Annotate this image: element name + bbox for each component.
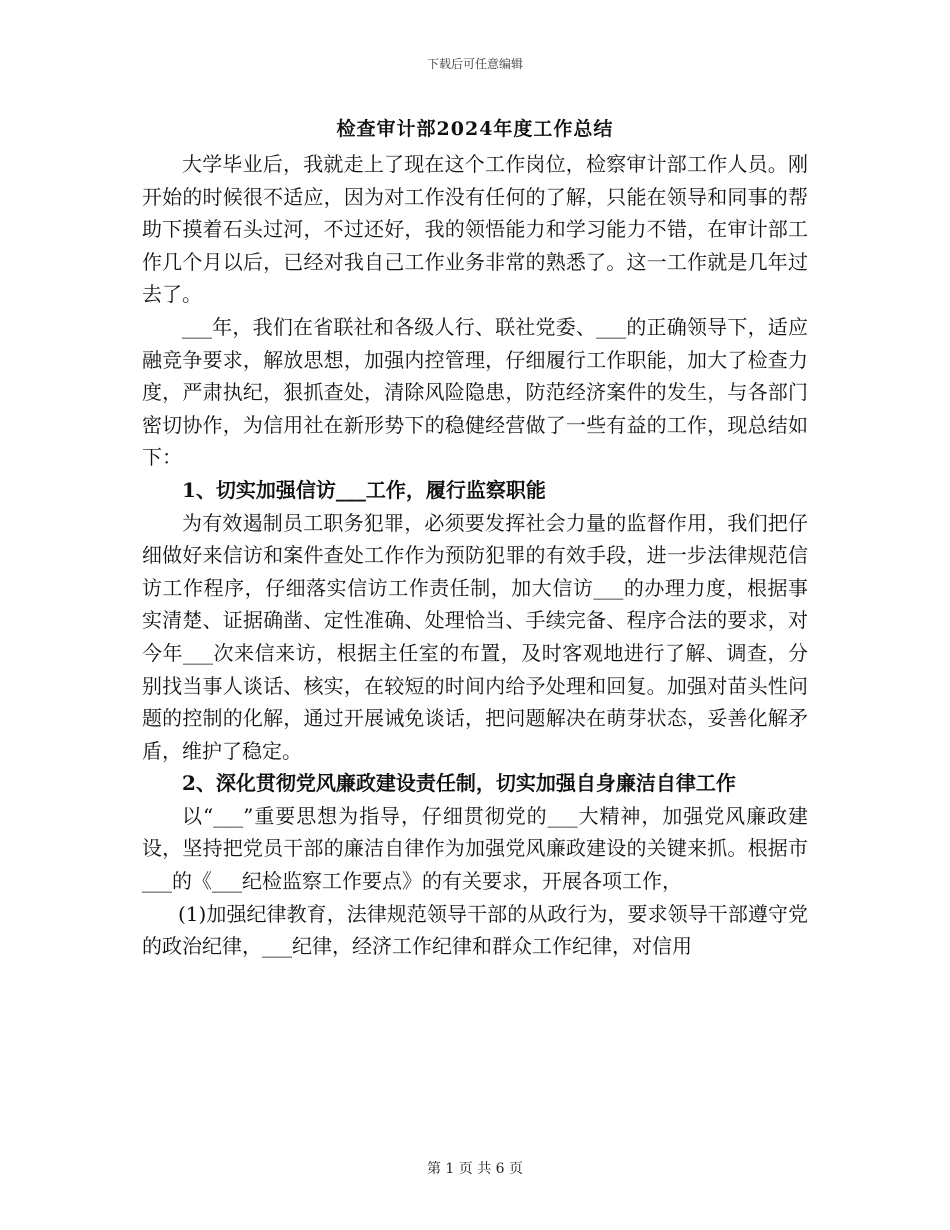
page-footer: 第 1 页 共 6 页 — [426, 1161, 524, 1177]
paragraph-section-1: 为有效遏制员工职务犯罪，必须要发挥社会力量的监督作用，我们把仔细做好来信访和案件查处工作作为预防犯罪的有效手段，进一步法律规范信访工作程序，仔细落实信访工作责任制，加大信访___的办理力度，根据事实清楚、证据确凿、定性准确、处理恰当、手续完备、程序合法的要求，对今年___次来信来访，根据主任室的布置，及时客观地进行了解、调查，分别找当事人谈话、核实，在较短的时间内给予处理和回复。加强对苗头性问题的控制的化解，通过开展诫免谈话，把问题解决在萌芽状态，妥善化解矛盾，维护了稳定。 — [142, 510, 808, 763]
header-note: 下载后可任意编辑 — [426, 57, 523, 71]
paragraph-intro: 大学毕业后，我就走上了现在这个工作岗位，检察审计部工作人员。刚开始的时候很不适应，因为对工作没有任何的了解，只能在领导和同事的帮助下摸着石头过河，不过还好，我的领悟能力和学习能力不错，在审计部工作几个月以后，已经对我自己工作业务非常的熟悉了。这一工作就是几年过去了。 — [142, 152, 808, 307]
document-body — [142, 148, 808, 963]
section-heading-2: 2、深化贯彻党风廉政建设责任制，切实加强自身廉洁自律工作 — [182, 771, 736, 796]
paragraph-item-1: (1)加强纪律教育，法律规范领导干部的从政行为，要求领导干部遵守党的政治纪律，___纪律，经济工作纪律和群众工作纪律，对信用 — [142, 901, 808, 959]
paragraph-section-2: 以“___”重要思想为指导，仔细贯彻党的___大精神，加强党风廉政建设，坚持把党员干部的廉洁自律作为加强党风廉政建设的关键来抓。根据市___的《___纪检监察工作要点》的有关要求，开展各项工作， — [142, 803, 808, 894]
document-title: 检查审计部2024年度工作总结 — [336, 118, 614, 140]
section-heading-1: 1、切实加强信访___工作，履行监察职能 — [182, 477, 546, 502]
paragraph-summary: ___年，我们在省联社和各级人行、联社党委、___的正确领导下，适应融竞争要求，解放思想，加强内控管理，仔细履行工作职能，加大了检查力度，严肃执纪，狠抓查处，清除风险隐患，防范经济案件的发生，与各部门密切协作，为信用社在新形势下的稳健经营做了一些有益的工作，现总结如下： — [142, 314, 808, 470]
